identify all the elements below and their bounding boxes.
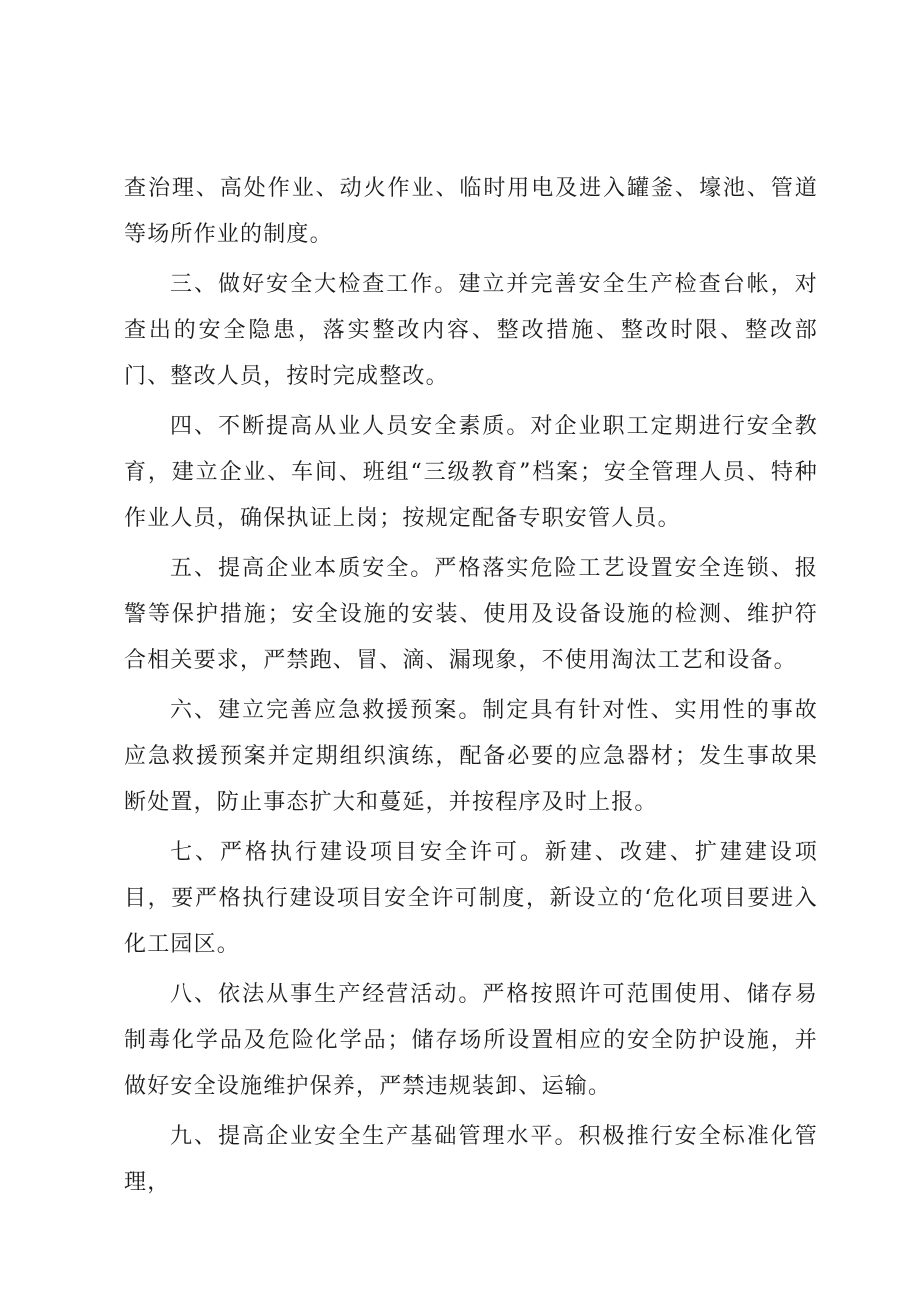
- document-body: [124, 166, 818, 1206]
- paragraph-item-4: 四、不断提高从业人员安全素质。对企业职工定期进行安全教育，建立企业、车间、班组“三级教育”档案；安全管理人员、特种作业人员，确保执证上岗；按规定配备专职安管人员。: [124, 414, 818, 531]
- paragraph-item-5: 五、提高企业本质安全。严格落实危险工艺设置安全连锁、报警等保护措施；安全设施的安装、使用及设备设施的检测、维护符合相关要求，严禁跑、冒、滴、漏现象，不使用淘汰工艺和设备。: [124, 556, 818, 673]
- paragraph-item-6: 六、建立完善应急救援预案。制定具有针对性、实用性的事故应急救援预案并定期组织演练，配备必要的应急器材；发生事故果断处置，防止事态扩大和蔓延，并按程序及时上报。: [124, 698, 818, 815]
- paragraph-item-9: 九、提高企业安全生产基础管理水平。积极推行安全标准化管理，: [124, 1124, 818, 1195]
- paragraph-item-3: 三、做好安全大检查工作。建立并完善安全生产检查台帐，对查出的安全隐患，落实整改内容、整改措施、整改时限、整改部门、整改人员，按时完成整改。: [124, 272, 818, 389]
- paragraph-item-7: 七、严格执行建设项目安全许可。新建、改建、扩建建设项目，要严格执行建设项目安全许可制度，新设立的‘危化项目要进入化工园区。: [124, 840, 818, 957]
- paragraph-item-8: 八、依法从事生产经营活动。严格按照许可范围使用、储存易制毒化学品及危险化学品；储存场所设置相应的安全防护设施，并做好安全设施维护保养，严禁违规装卸、运输。: [124, 982, 818, 1099]
- paragraph-continuation: 查治理、高处作业、动火作业、临时用电及进入罐釜、壕池、管道等场所作业的制度。: [124, 176, 818, 247]
